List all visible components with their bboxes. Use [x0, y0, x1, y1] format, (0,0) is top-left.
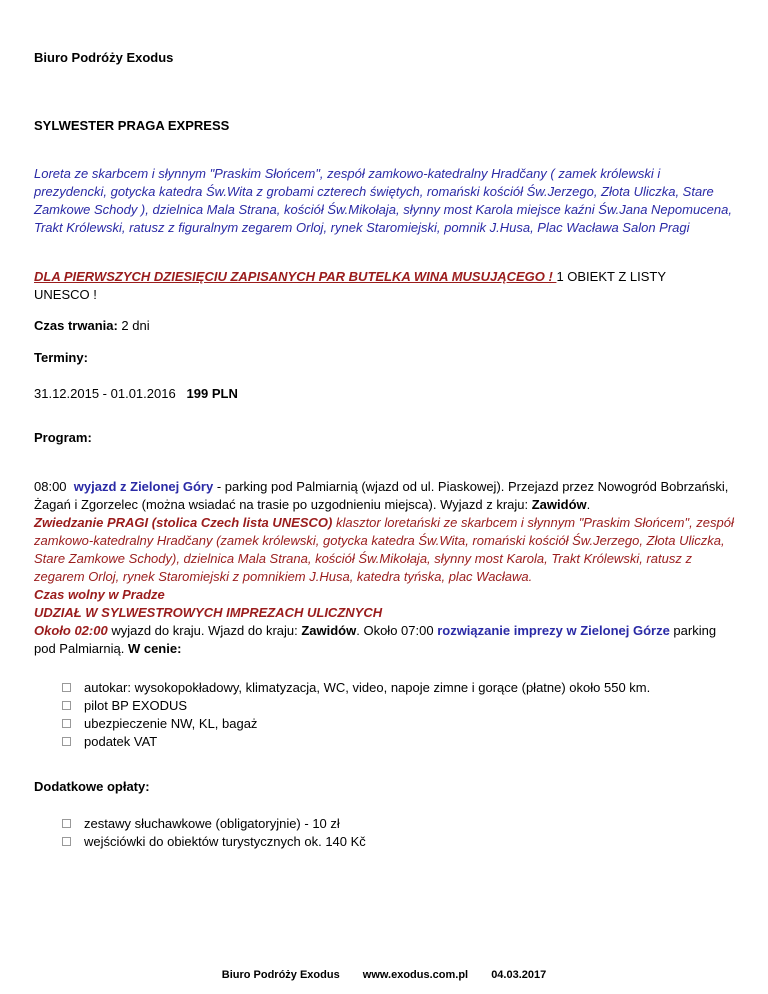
terms-line — [34, 385, 734, 403]
list-item-text: pilot BP EXODUS — [84, 698, 188, 713]
terms-price: 199 PLN — [186, 386, 238, 401]
program-paragraph — [34, 478, 736, 658]
list-item-text: podatek VAT — [84, 734, 158, 749]
sightseeing-text: klasztor loretański ze skarbcem i słynnym "Praskim Słońcem", zespół zamkowo-katedralny Hradčany (zamek królewski, gotycka katedra Św.Wita, romański kościół Św.Jerzego, Złota Uliczka, Stare Zamkowe Schody), dzielnica Mala Strana, kościół Św.Mikołaja, słynny most Karola, Trakt Królewski, ratusz z zegarem Orloj, rynek Staromiejski z pomnikiem J.Husa, katedra tyńska, plac Wacława. — [34, 515, 734, 584]
list-item — [62, 715, 742, 733]
included-label: W cenie: — [127, 641, 182, 656]
departure-time: 08:00 — [34, 479, 67, 494]
promo-highlight: DLA PIERWSZYCH DZIESIĘCIU ZAPISANYCH PAR BUTELKA WINA MUSUJĄCEGO ! — [34, 269, 557, 284]
sightseeing-label: Zwiedzanie PRAGI (stolica Czech lista UNESCO) — [34, 515, 333, 530]
footer-website[interactable]: www.exodus.com.pl — [362, 969, 469, 981]
duration-value: 2 dni — [117, 318, 150, 333]
return-text-2: . Około 07:00 — [356, 623, 438, 638]
return-border: Zawidów — [301, 623, 357, 638]
extra-fees-list — [62, 815, 742, 851]
included-list — [62, 679, 742, 751]
list-item — [62, 733, 742, 751]
list-item — [62, 679, 742, 697]
footer-company: Biuro Podróży Exodus — [221, 969, 340, 981]
duration-line — [34, 317, 734, 335]
departure-text: - parking pod Palmiarnią (wjazd od ul. Piaskowej). Przejazd przez Nowogród Bobrzański, Żagań i Zgorzelec (można wsiadać na trasie po uzgodnieniu miejsca). Wyjazd z kraju: — [34, 479, 729, 512]
intro-paragraph: Loreta ze skarbcem i słynnym "Praskim Słońcem", zespół zamkowo-katedralny Hradčany ( zamek królewski i prezydencki, gotycka katedra Św.Wita z grobami czterech świętych, romański kościół Św.Jerzego, Złota Uliczka, Stare Zamkowe Schody ), dzielnica Mala Strana, kościół Św.Mikołaja, słynny most Karola miejsce kaźni Św.Jana Nepomucena, Trakt Królewski, ratusz z figuralnym zegarem Orloj, rynek Staromiejski, pomnik J.Husa, Plac Wacława Salon Pragi — [34, 166, 732, 235]
list-item-text: zestawy słuchawkowe (obligatoryjnie) - 10 zł — [84, 816, 340, 831]
checkbox-bullet-icon — [62, 737, 71, 746]
program-label: Program: — [34, 430, 92, 445]
checkbox-bullet-icon — [62, 837, 71, 846]
checkbox-bullet-icon — [62, 719, 71, 728]
promo-rest: 1 OBIEKT Z LISTY UNESCO ! — [34, 269, 666, 302]
list-item — [62, 815, 742, 833]
company-header: Biuro Podróży Exodus — [34, 50, 174, 65]
checkbox-bullet-icon — [62, 819, 71, 828]
border-crossing: Zawidów — [531, 497, 587, 512]
terms-label: Terminy: — [34, 350, 88, 365]
list-item — [62, 833, 742, 851]
list-item — [62, 697, 742, 715]
departure-end: . — [586, 497, 591, 512]
departure-label: wyjazd z Zielonej Góry — [73, 479, 214, 494]
checkbox-bullet-icon — [62, 683, 71, 692]
event-participation: UDZIAŁ W SYLWESTROWYCH IMPREZACH ULICZNYCH — [34, 605, 383, 620]
offer-title: SYLWESTER PRAGA EXPRESS — [34, 118, 230, 133]
duration-label: Czas trwania: — [34, 318, 118, 333]
list-item-text: ubezpieczenie NW, KL, bagaż — [84, 716, 258, 731]
trip-end-text: parking pod Palmiarnią. — [34, 623, 717, 656]
terms-dates: 31.12.2015 - 01.01.2016 — [34, 386, 176, 401]
promo-paragraph — [34, 268, 714, 304]
extra-fees-label: Dodatkowe opłaty: — [34, 779, 150, 794]
footer-date: 04.03.2017 — [491, 969, 547, 981]
checkbox-bullet-icon — [62, 701, 71, 710]
trip-end-label: rozwiązanie imprezy w Zielonej Górze — [437, 623, 670, 638]
return-text: wyjazd do kraju. Wjazd do kraju: — [107, 623, 302, 638]
list-item-text: autokar: wysokopokładowy, klimatyzacja, WC, video, napoje zimne i gorące (płatne) około 550 km. — [84, 680, 651, 695]
free-time: Czas wolny w Pradze — [34, 587, 165, 602]
list-item-text: wejściówki do obiektów turystycznych ok. 140 Kč — [84, 834, 366, 849]
page-footer — [0, 966, 768, 984]
return-time: Około 02:00 — [34, 623, 108, 638]
